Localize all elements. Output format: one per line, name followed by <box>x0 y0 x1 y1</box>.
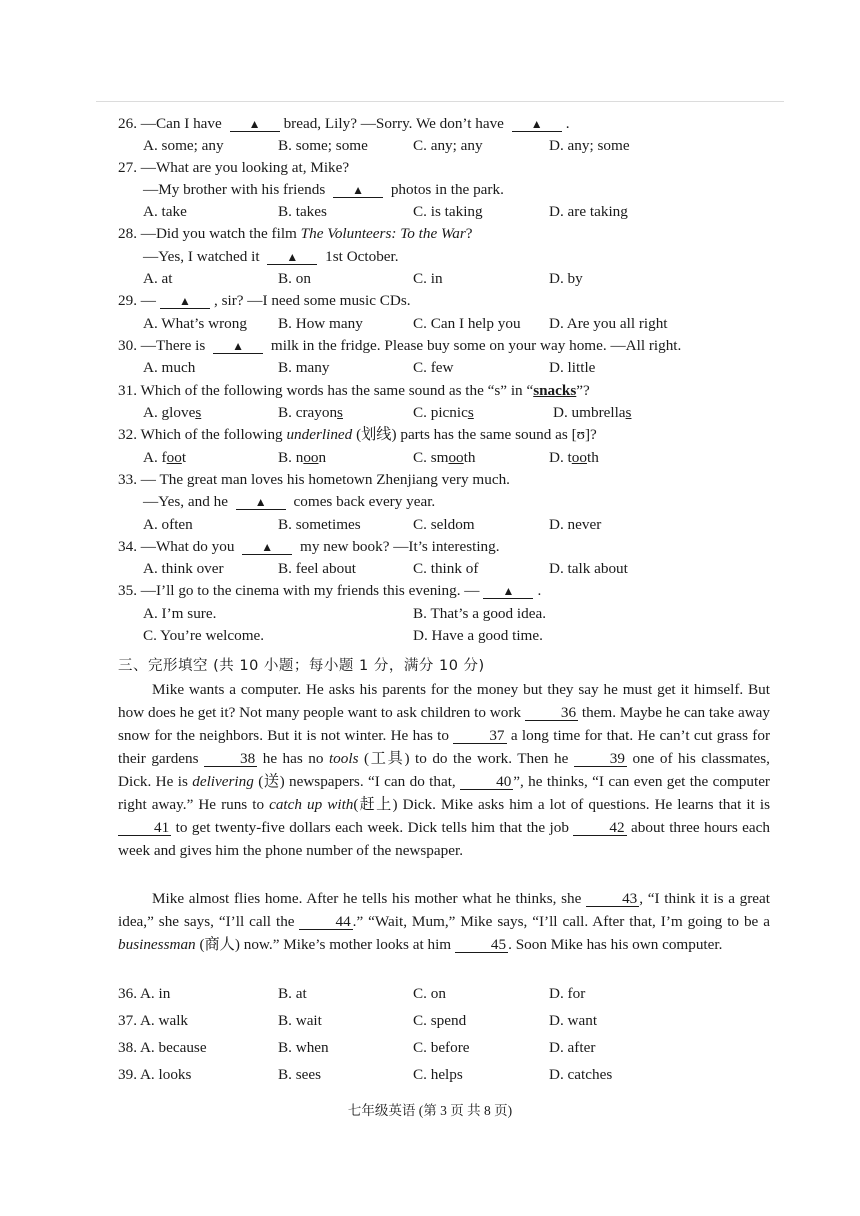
answer-option: A. I’m sure. <box>143 605 217 622</box>
emphasis-word: underlined <box>286 426 353 443</box>
answer-option: D. after <box>549 1039 596 1056</box>
option-text-part: s <box>467 404 474 421</box>
option-text-part: oo <box>166 449 182 466</box>
answer-option: C. few <box>413 359 454 376</box>
answer-blank: ▲ <box>483 584 533 599</box>
question-text: photos in the park. <box>387 181 504 198</box>
passage-text: ”, he thinks, “I can even get the computer right away.” He runs to <box>118 773 770 813</box>
answer-option: 37. A. walk <box>118 1012 189 1029</box>
question-35 <box>118 582 541 600</box>
answer-blank: ▲ <box>230 117 280 132</box>
question-number: 31. <box>118 382 141 399</box>
passage-text: (商人) now.” Mike’s mother looks at him <box>195 936 455 953</box>
answer-option: D. talk about <box>549 560 628 577</box>
question-30 <box>118 337 681 355</box>
option-text-part: B. crayon <box>278 404 338 421</box>
answer-option: B. at <box>278 985 307 1002</box>
option-text-part: D. umbrella <box>553 404 626 421</box>
answer-option <box>413 404 474 422</box>
question-number: 30. <box>118 337 141 354</box>
question-text: bread, Lily? —Sorry. We don’t have <box>283 115 508 132</box>
answer-option: A. take <box>143 203 187 220</box>
option-text-part: th <box>586 449 599 466</box>
answer-option: B. many <box>278 359 330 376</box>
answer-option: D. for <box>549 985 586 1002</box>
question-text: ”? <box>576 382 590 399</box>
question-text: —What are you looking at, Mike? <box>140 159 350 176</box>
answer-option <box>553 404 631 422</box>
question-text: — The great man loves his hometown Zhenjiang very much. <box>140 471 510 488</box>
passage-text: he has no <box>257 750 329 767</box>
passage-text: Mike almost flies home. After he tells his mother what he thinks, she <box>152 890 587 907</box>
passage-text: them. Maybe he can take away snow for the neighbors. But it is not winter. He has to <box>118 704 771 744</box>
answer-option <box>278 404 343 422</box>
question-number: 26. <box>118 115 141 132</box>
passage-text: Mike wants a computer. He asks his parents for the money but they say he must get it himself. But how does he get it? Not many people want to ask children to work <box>118 681 770 721</box>
answer-option: B. How many <box>278 315 363 332</box>
answer-blank: ▲ <box>160 294 210 309</box>
question-28-line2 <box>143 248 399 266</box>
passage-text: (赶上) Dick. Mike asks him a lot of questions. He learns that it is <box>353 796 770 813</box>
target-word <box>533 382 576 399</box>
answer-option: C. before <box>413 1039 470 1056</box>
question-text: my new book? —It’s interesting. <box>296 538 500 555</box>
answer-option: A. think over <box>143 560 224 577</box>
cloze-blank-36: 36 <box>525 705 578 721</box>
question-text: —What do you <box>140 538 239 555</box>
passage-italic-word: tools <box>328 750 359 767</box>
question-text: Which of the following <box>140 426 287 443</box>
passage-text: one of his classmates, Dick. He is <box>118 750 770 790</box>
answer-blank: ▲ <box>333 183 383 198</box>
answer-option: D. never <box>549 516 602 533</box>
question-text: . <box>565 115 570 132</box>
option-text-part: t <box>181 449 187 466</box>
answer-option: B. some; some <box>278 137 368 154</box>
answer-option: A. much <box>143 359 196 376</box>
question-text: , sir? —I need some music CDs. <box>213 292 411 309</box>
question-text: — <box>140 292 156 309</box>
question-text: —Yes, and he <box>143 493 232 510</box>
question-33-line2 <box>143 493 435 511</box>
answer-option: C. Can I help you <box>413 315 521 332</box>
question-text: —My brother with his friends <box>143 181 330 198</box>
question-text: milk in the fridge. Please buy some on your way home. —All right. <box>267 337 682 354</box>
option-text-part: B. n <box>278 449 304 466</box>
answer-option: A. often <box>143 516 193 533</box>
option-text-part: A. glove <box>143 404 196 421</box>
page-top-rule <box>96 101 784 102</box>
answer-option: 38. A. because <box>118 1039 207 1056</box>
answer-option: D. are taking <box>549 203 628 220</box>
answer-blank: ▲ <box>213 339 263 354</box>
answer-option: 36. A. in <box>118 985 171 1002</box>
passage-italic-word: businessman <box>118 936 196 953</box>
option-text-part: n <box>318 449 327 466</box>
cloze-blank-40: 40 <box>460 774 513 790</box>
question-31 <box>118 382 590 400</box>
question-27-line2 <box>143 181 504 199</box>
cloze-paragraph-1 <box>118 678 770 862</box>
answer-option: B. That’s a good idea. <box>413 605 547 622</box>
question-number: 35. <box>118 582 141 599</box>
option-text-part: oo <box>571 449 587 466</box>
passage-italic-word: catch up with <box>269 796 354 813</box>
answer-option: C. is taking <box>413 203 483 220</box>
answer-option: A. at <box>143 270 173 287</box>
answer-option: B. on <box>278 270 311 287</box>
option-text-part: D. t <box>549 449 572 466</box>
option-text-part: oo <box>303 449 319 466</box>
answer-option: C. seldom <box>413 516 475 533</box>
passage-text: a long time for that. He can’t cut grass for their gardens <box>118 727 771 767</box>
question-33 <box>118 471 510 489</box>
passage-text: to get twenty-five dollars each week. Dick tells him that the job <box>171 819 574 836</box>
target-word-underlined: snacks <box>533 382 577 399</box>
answer-option: A. What’s wrong <box>143 315 247 332</box>
page-footer: 七年级英语 (第 3 页 共 8 页) <box>347 1103 513 1118</box>
passage-text: about three hours each week and gives him the phone number of the newspaper. <box>118 819 770 859</box>
question-number: 28. <box>118 225 141 242</box>
question-text: Which of the following words has the same sound as the “s” in “ <box>140 382 534 399</box>
option-text-part: s <box>625 404 632 421</box>
answer-option: B. feel about <box>278 560 357 577</box>
answer-option: C. You’re welcome. <box>143 627 265 644</box>
answer-option: D. little <box>549 359 596 376</box>
cloze-blank-39: 39 <box>574 751 627 767</box>
question-text: ? <box>465 225 473 242</box>
answer-option: D. Have a good time. <box>413 627 543 644</box>
answer-blank: ▲ <box>242 540 292 555</box>
question-text: —Did you watch the film <box>140 225 301 242</box>
question-34 <box>118 538 500 556</box>
option-text-part: th <box>463 449 476 466</box>
answer-option: C. on <box>413 985 446 1002</box>
answer-option: D. any; some <box>549 137 630 154</box>
answer-option: B. when <box>278 1039 329 1056</box>
answer-option <box>549 449 599 467</box>
passage-text: , “I think it is a great idea,” she says, “I’ll call the <box>118 890 770 930</box>
answer-blank: ▲ <box>512 117 562 132</box>
cloze-paragraph-2 <box>118 887 770 956</box>
question-number: 33. <box>118 471 141 488</box>
question-text: —I’ll go to the cinema with my friends this evening. — <box>140 582 480 599</box>
option-text-part: A. f <box>143 449 167 466</box>
answer-option: B. sees <box>278 1066 322 1083</box>
cloze-blank-41: 41 <box>118 820 171 836</box>
cloze-blank-42: 42 <box>573 820 626 836</box>
question-text: (划线) parts has the same sound as [ʊ]? <box>352 426 597 443</box>
answer-option: B. sometimes <box>278 516 361 533</box>
answer-option: D. want <box>549 1012 598 1029</box>
question-text: 1st October. <box>321 248 399 265</box>
passage-text: . Soon Mike has his own computer. <box>508 936 723 953</box>
answer-blank: ▲ <box>236 495 286 510</box>
answer-option <box>143 449 186 467</box>
answer-option: A. some; any <box>143 137 224 154</box>
question-number: 29. <box>118 292 141 309</box>
question-text: comes back every year. <box>289 493 436 510</box>
option-text-part: s <box>195 404 202 421</box>
question-number: 27. <box>118 159 141 176</box>
question-text: —Can I have <box>140 115 226 132</box>
answer-option: 39. A. looks <box>118 1066 192 1083</box>
answer-option: D. by <box>549 270 583 287</box>
option-text-part: oo <box>448 449 464 466</box>
cloze-blank-44: 44 <box>299 914 352 930</box>
answer-option: D. catches <box>549 1066 613 1083</box>
answer-option: B. wait <box>278 1012 322 1029</box>
cloze-blank-37: 37 <box>453 728 506 744</box>
passage-text: .” “Wait, Mum,” Mike says, “I’ll call. After that, I’m going to be a <box>352 913 770 930</box>
answer-blank: ▲ <box>267 250 317 265</box>
question-text: —There is <box>140 337 210 354</box>
answer-option: C. think of <box>413 560 479 577</box>
question-29 <box>118 292 411 310</box>
answer-option: C. spend <box>413 1012 467 1029</box>
question-text: —Yes, I watched it <box>143 248 264 265</box>
cloze-blank-43: 43 <box>586 891 639 907</box>
cloze-blank-45: 45 <box>455 937 508 953</box>
passage-italic-word: delivering <box>192 773 254 790</box>
answer-option: D. Are you all right <box>549 315 668 332</box>
question-number: 32. <box>118 426 141 443</box>
option-text-part: C. sm <box>413 449 449 466</box>
answer-option <box>278 449 326 467</box>
passage-text: (送) newspapers. “I can do that, <box>253 773 461 790</box>
option-text-part: C. picnic <box>413 404 468 421</box>
question-28 <box>118 225 473 243</box>
answer-option: C. helps <box>413 1066 463 1083</box>
question-26 <box>118 115 570 133</box>
cloze-blank-38: 38 <box>204 751 257 767</box>
passage-text: (工具) to do the work. Then he <box>358 750 574 767</box>
answer-option: B. takes <box>278 203 327 220</box>
question-number: 34. <box>118 538 141 555</box>
film-title: The Volunteers: To the War <box>300 225 466 242</box>
cloze-section-title: 三、完形填空 (共 10 小题；每小题 1 分，满分 10 分) <box>118 658 485 674</box>
answer-option: C. any; any <box>413 137 483 154</box>
question-text: . <box>537 582 542 599</box>
answer-option <box>143 404 201 422</box>
answer-option: C. in <box>413 270 443 287</box>
option-text-part: s <box>337 404 343 421</box>
question-32 <box>118 426 597 444</box>
answer-option <box>413 449 475 467</box>
question-27 <box>118 159 349 177</box>
